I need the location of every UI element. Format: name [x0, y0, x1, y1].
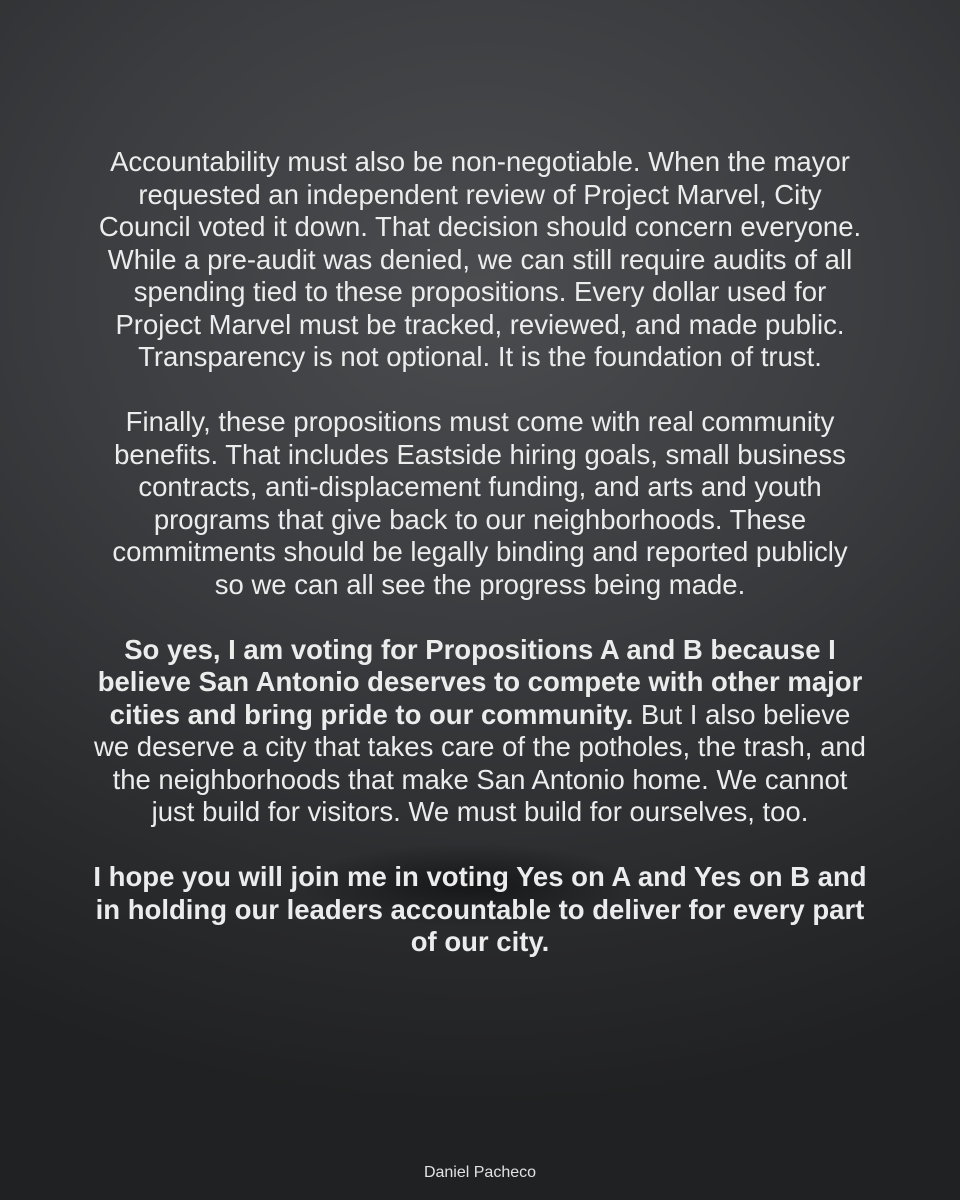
bold-text-segment: cities and bring pride to our community.	[109, 698, 634, 730]
paragraph-accountability	[30, 146, 930, 374]
author-signature: Daniel Pacheco	[423, 1164, 537, 1181]
text-line: Council voted it down. That decision should concern everyone.	[98, 211, 862, 242]
text-line: the neighborhoods that make San Antonio home. We cannot	[112, 763, 848, 795]
paragraph-community-benefits	[30, 406, 930, 601]
text-line: contracts, anti-displacement funding, and arts and youth	[138, 471, 822, 502]
mixed-text-line	[30, 699, 930, 732]
regular-text-segment: But I also believe	[633, 698, 851, 730]
text-line: benefits. That includes Eastside hiring goals, small business	[114, 438, 846, 470]
text-line: so we can all see the progress being made.	[214, 568, 746, 600]
text-line: requested an independent review of Project Marvel, City	[138, 178, 822, 210]
bold-text-line: I hope you will join me in voting Yes on A and Yes on B and	[93, 861, 867, 892]
text-line: Project Marvel must be tracked, reviewed, and made public.	[115, 308, 845, 340]
bold-text-line: in holding our leaders accountable to deliver for every part	[95, 893, 865, 925]
text-line: Accountability must also be non-negotiable. When the mayor	[110, 146, 850, 177]
text-line: we deserve a city that takes care of the potholes, the trash, and	[94, 731, 866, 762]
text-line: Finally, these propositions must come with real community	[125, 406, 835, 437]
text-line: just build for visitors. We must build for ourselves, too.	[151, 796, 809, 827]
bold-text-line: So yes, I am voting for Propositions A and B because I	[124, 633, 836, 665]
text-line: spending tied to these propositions. Every dollar used for	[133, 276, 827, 307]
paragraph-voting-statement	[30, 634, 930, 829]
text-line: Transparency is not optional. It is the foundation of trust.	[138, 341, 822, 372]
paragraph-closing-appeal	[30, 861, 930, 959]
text-line: programs that give back to our neighborhoods. These	[153, 503, 807, 535]
bold-text-line: of our city.	[410, 926, 550, 957]
text-line: commitments should be legally binding and reported publicly	[112, 536, 848, 567]
letter-body	[30, 146, 930, 991]
text-line: While a pre-audit was denied, we can still require audits of all	[107, 243, 853, 275]
bold-text-line: believe San Antonio deserves to compete with other major	[97, 666, 863, 697]
